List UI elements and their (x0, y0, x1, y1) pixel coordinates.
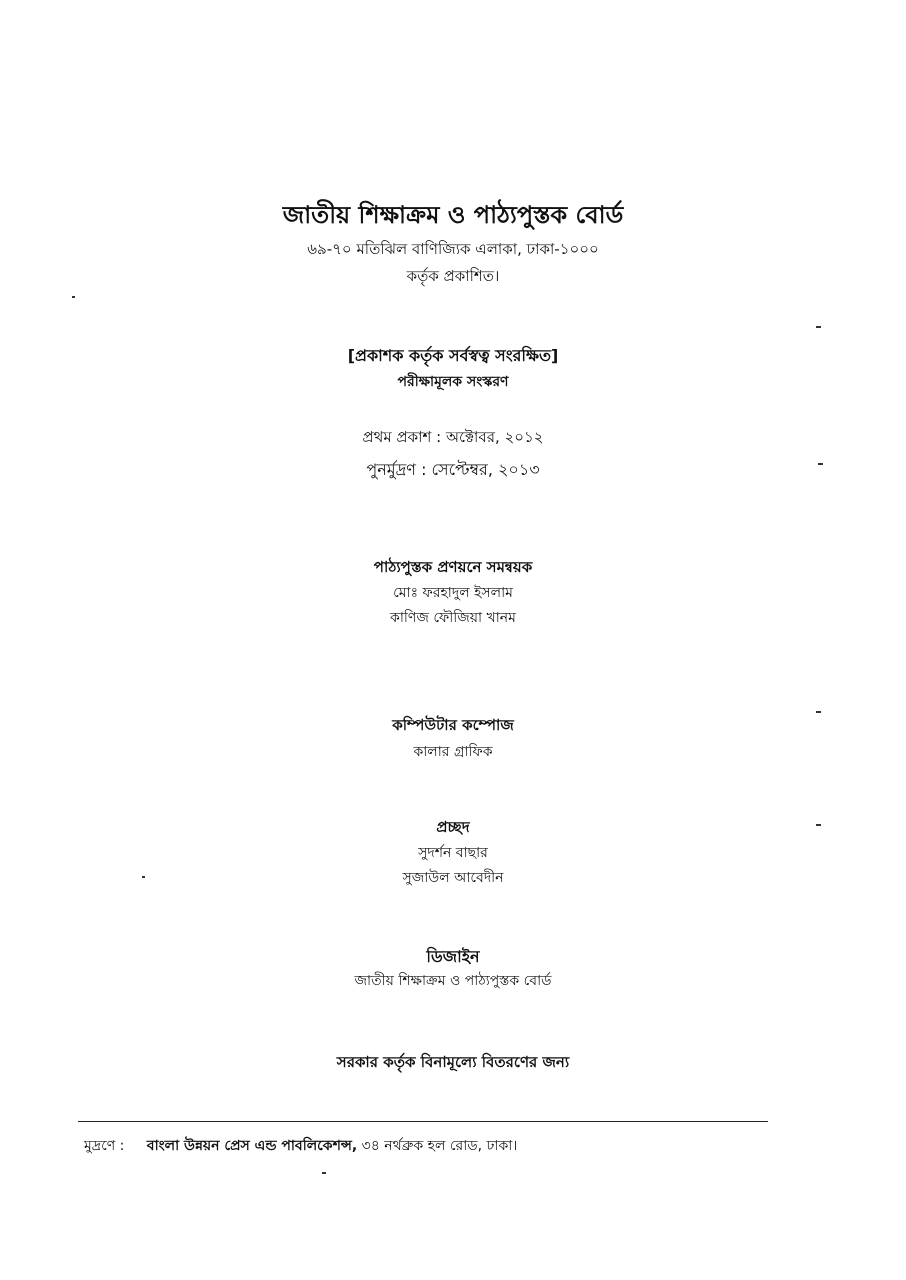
printer-label: মুদ্রণে : (84, 1138, 125, 1154)
compose-name: কালার গ্রাফিক (413, 744, 493, 760)
scan-speck (72, 296, 75, 298)
scan-speck (816, 326, 821, 328)
cover-designer-name: সুদর্শন বাছার (418, 845, 488, 861)
scan-speck (818, 463, 823, 465)
coordinator-name: কাণিজ ফৌজিয়া খানম (390, 610, 516, 626)
cover-heading: প্রচ্ছদ (436, 818, 470, 836)
scan-speck (816, 711, 821, 713)
distribution-notice: সরকার কর্তৃক বিনামূল্যে বিতরণের জন্য (336, 1053, 570, 1071)
reprint-date: পুনর্মুদ্রণ : সেপ্টেম্বর, ২০১৩ (366, 460, 540, 479)
scan-speck (816, 824, 821, 826)
printer-name: বাংলা উন্নয়ন প্রেস এন্ড পাবলিকেশন্স, (146, 1138, 358, 1154)
published-by: কর্তৃক প্রকাশিত। (406, 267, 500, 285)
coordinators-heading: পাঠ্যপুস্তক প্রণয়নে সমন্বয়ক (373, 558, 533, 576)
publisher-address: ৬৯-৭০ মতিঝিল বাণিজ্যিক এলাকা, ঢাকা-১০০০ (307, 240, 599, 258)
publisher-name: জাতীয় শিক্ষাক্রম ও পাঠ্যপুস্তক বোর্ড (282, 201, 624, 229)
compose-heading: কম্পিউটার কম্পোজ (392, 716, 514, 734)
printer-address: ৩৪ নর্থব্রুক হল রোড, ঢাকা। (361, 1138, 518, 1154)
cover-designer-name: সুজাউল আবেদীন (402, 870, 504, 886)
copyright-notice: [প্রকাশক কর্তৃক সর্বস্বত্ব সংরক্ষিত] (347, 346, 559, 365)
printer-credit (84, 1134, 517, 1158)
scan-speck (322, 1172, 326, 1174)
design-name: জাতীয় শিক্ষাক্রম ও পাঠ্যপুস্তক বোর্ড (354, 973, 552, 989)
scan-speck (142, 876, 145, 878)
coordinator-name: মোঃ ফরহাদুল ইসলাম (393, 585, 513, 601)
footer-divider (78, 1121, 768, 1122)
design-heading: ডিজাইন (426, 947, 480, 966)
edition-label: পরীক্ষামূলক সংস্করণ (397, 374, 509, 390)
first-publication-date: প্রথম প্রকাশ : অক্টোবর, ২০১২ (362, 428, 544, 446)
